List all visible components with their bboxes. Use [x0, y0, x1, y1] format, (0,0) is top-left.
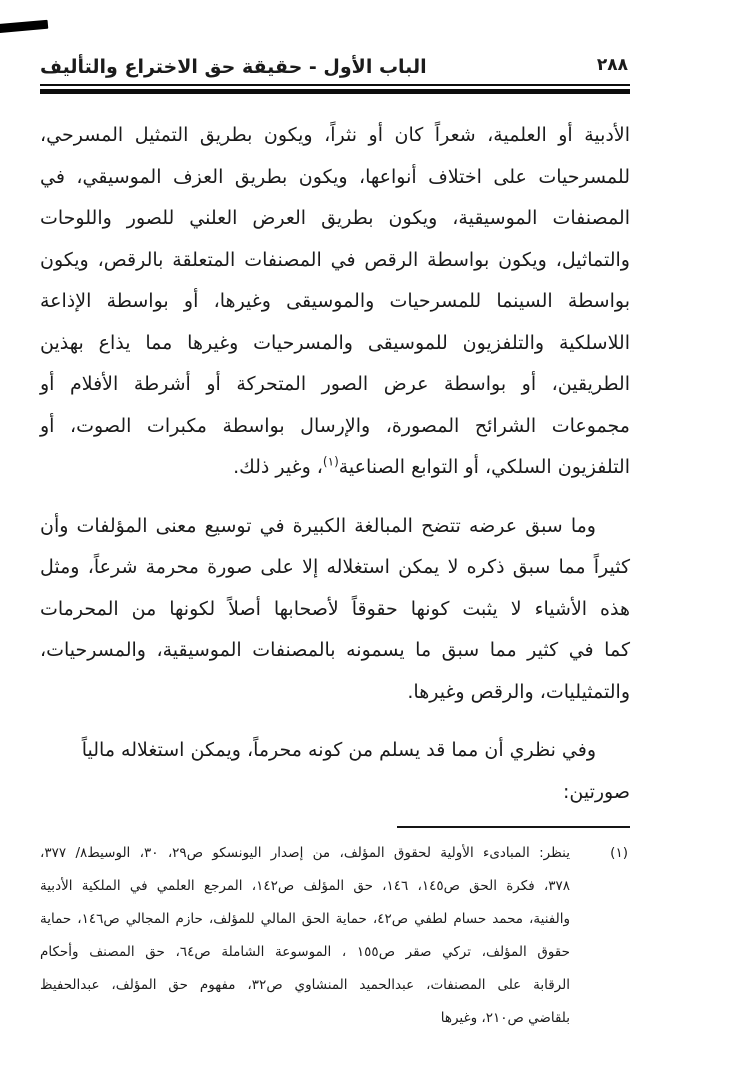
text-line: كما في كثير مما سبق ما يسمونه بالمصنفات الموسيقية، والمسرحيات،	[40, 639, 630, 661]
text-line: وفي نظري أن مما قد يسلم من كونه محرماً، ويمكن استغلاله مالياً صورتين:	[81, 739, 630, 803]
page-number: ٢٨٨	[596, 55, 628, 75]
footnote-line: ٣٧٨، فكرة الحق ص١٤٥، ١٤٦، حق المؤلف ص١٤٢، المرجع العلمي في الملكية الأدبية	[40, 878, 570, 894]
footnote-separator	[397, 826, 630, 828]
text-line: للمسرحيات على اختلاف أنواعها، ويكون بطريق العزف الموسيقي، في	[40, 165, 630, 188]
text-line: بواسطة السينما للمسرحيات والموسيقى وغيرها، أو بواسطة الإذاعة	[40, 290, 630, 312]
footnote-line: والفنية، محمد حسام لطفي ص٤٢، حماية الحق المالي للمؤلف، حازم المجالي ص١٤٦، حماية	[40, 911, 570, 927]
text-line	[40, 447, 630, 489]
text-line: الطريقين، أو بواسطة عرض الصور المتحركة أو أشرطة الأفلام أو	[40, 373, 630, 395]
body-text	[40, 115, 630, 813]
paragraph-3	[40, 730, 630, 813]
page-header	[40, 36, 630, 78]
text-line: اللاسلكية والتلفزيون للموسيقى والمسرحيات وغيرها مما يذاع بهذين	[40, 331, 630, 354]
footnote-line: حقوق المؤلف، تركي صقر ص١٥٥ ، الموسوعة الشاملة ص٦٤، حق المصنف وأحكام	[40, 944, 570, 960]
text-line: والتمثيليات، والرقص وغيرها.	[407, 680, 630, 703]
text-line: المصنفات الموسيقية، ويكون بطريق العرض العلني للصور واللوحات	[40, 207, 630, 229]
footnote-reference: (١)	[322, 454, 339, 469]
text-segment: التلفزيون السلكي، أو التوابع الصناعية	[338, 456, 630, 478]
text-segment: ، وغير ذلك.	[233, 456, 323, 478]
text-line: هذه الأشياء لا يثبت كونها حقوقاً لأصحابها أصلاً لكونها من المحرمات	[40, 597, 630, 620]
footnote-marker: (١)	[610, 845, 628, 861]
footnote	[40, 837, 630, 1035]
footnote-line: بلقاضي ص٢١٠، وغيرها	[440, 1010, 570, 1026]
paragraph-1	[40, 115, 630, 489]
chapter-title: الباب الأول - حقيقة حق الاختراع والتأليف	[40, 56, 427, 78]
header-rule	[40, 84, 630, 94]
text-line: الأدبية أو العلمية، شعراً كان أو نثراً، ويكون بطريق التمثيل المسرحي،	[40, 124, 630, 146]
text-line: والتماثيل، ويكون بواسطة الرقص في المصنفات المتعلقة بالرقص، ويكون	[40, 248, 630, 271]
footnote-line: ينظر: المبادىء الأولية لحقوق المؤلف، من إصدار اليونسكو ص٢٩، ٣٠، الوسيط٨/ ٣٧٧،	[40, 845, 571, 861]
footnote-lines	[40, 837, 630, 1035]
page-content	[40, 0, 630, 1035]
text-line: وما سبق عرضه تتضح المبالغة الكبيرة في توسيع معنى المؤلفات وأن	[40, 514, 596, 537]
paragraph-2	[40, 506, 630, 714]
footnote-line: الرقابة على المصنفات، عبدالحميد المنشاوي ص٣٢، مفهوم حق المؤلف، عبدالحفيظ	[40, 977, 570, 993]
text-line: مجموعات الشرائح المصورة، والإرسال بواسطة مكبرات الصوت، أو	[40, 414, 630, 437]
text-line: كثيراً مما سبق ذكره لا يمكن استغلاله إلا على صورة محرمة شرعاً، ومثل	[40, 556, 630, 578]
